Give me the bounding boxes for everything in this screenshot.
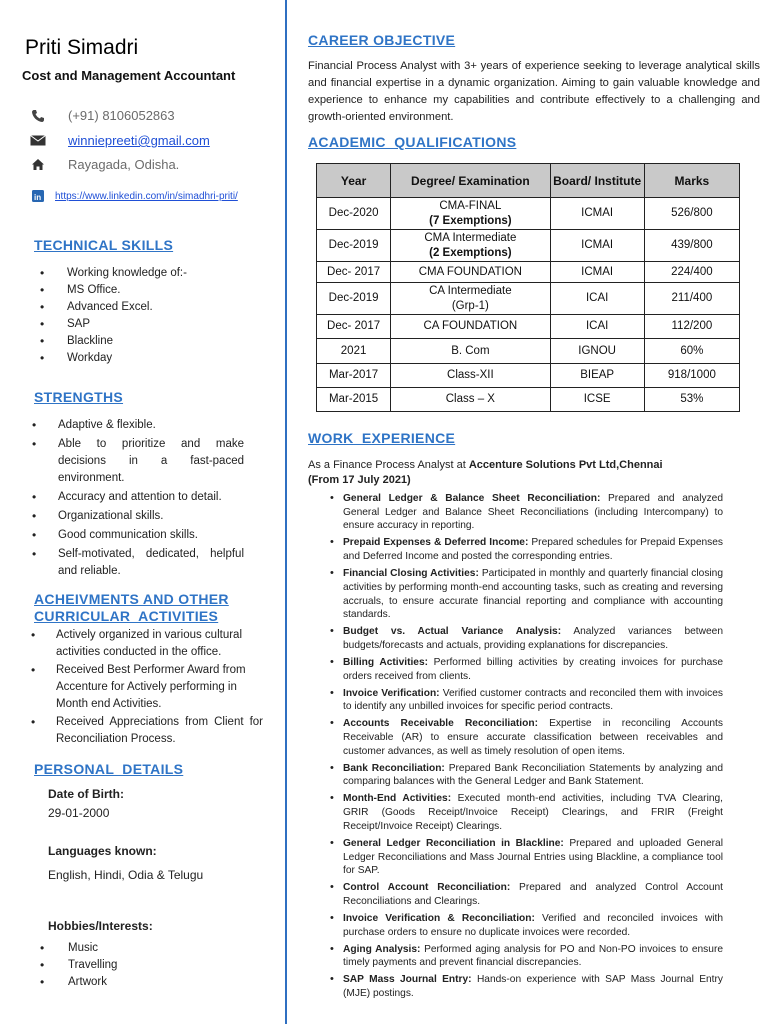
cell-year-text: Dec-2020: [328, 207, 379, 219]
cell-marks: [644, 198, 739, 230]
cell-board-text: ICMAI: [581, 239, 614, 251]
list-item: • Actively organized in various cultural activities conducted in the office.: [45, 627, 263, 661]
cell-marks: [644, 388, 739, 412]
technical-skills-heading: TECHNICAL SKILLS: [34, 237, 174, 253]
cell-degree: [391, 315, 550, 339]
table-header-row: [317, 164, 740, 198]
table-row: [317, 339, 740, 364]
cell-board-text: BIEAP: [580, 369, 615, 381]
strengths-list: [46, 417, 244, 582]
list-item: [343, 762, 723, 789]
experience-title: Accounts Receivable Reconciliation:: [343, 718, 538, 730]
svg-text:in: in: [34, 193, 42, 202]
experience-title: Invoice Verification & Reconciliation:: [343, 912, 535, 924]
cell-board: [550, 315, 644, 339]
list-item: • Working knowledge of:-: [54, 265, 274, 282]
experience-text: Verified customer contracts and reconciled them with invoices to identify any unbilled invoices for specific period contracts.: [343, 687, 723, 713]
home-icon: [30, 158, 46, 172]
cell-year-text: Dec- 2017: [327, 320, 381, 332]
work-experience-list: [343, 492, 723, 1004]
cell-degree: [391, 339, 550, 364]
personal-details-heading: PERSONAL DETAILS: [34, 761, 184, 777]
list-item: [343, 792, 723, 833]
experience-text: Analyzed variances between budgets/forecasts and actuals, providing explanations for discrepancies.: [343, 626, 723, 651]
experience-text: Prepared schedules for Prepaid Expenses and Deferred Income and posted the corresponding entries.: [343, 537, 723, 563]
table-row: [317, 364, 740, 388]
right-column: [300, 0, 762, 1024]
cell-marks: [644, 230, 739, 262]
work-since: (From 17 July 2021): [308, 474, 411, 486]
work-experience-heading: WORK EXPERIENCE: [308, 430, 456, 446]
list-item: [343, 973, 723, 1000]
cell-board-text: ICMAI: [581, 265, 614, 278]
list-item: [343, 492, 723, 533]
cell-degree-text: CA Intermediate: [429, 284, 512, 297]
cell-year-text: Dec-2019: [328, 239, 379, 251]
cell-marks-text: 526/800: [671, 207, 713, 219]
work-intro-prefix: As a Finance Process Analyst at: [308, 459, 469, 471]
cell-degree-text: Class-XII: [447, 369, 494, 381]
cell-board-text: IGNOU: [578, 344, 616, 357]
experience-text: Participated in monthly and quarterly financial closing activities by performing month-end accounting tasks, such as creating and reversing accruals, to ensure accurate financial reporting and compliance with accounting standards.: [343, 568, 724, 621]
cell-board: [550, 283, 644, 315]
cell-marks: [644, 315, 739, 339]
cell-year-text: Mar-2015: [328, 393, 379, 405]
cell-marks-text: 439/800: [671, 239, 713, 251]
experience-text: Prepared and analyzed General Ledger and Balance Sheet Reconciliations (including Intercompany) to ensure accuracy in reporting.: [343, 493, 723, 532]
cell-board: [550, 364, 644, 388]
linkedin-icon: [30, 189, 46, 203]
list-item: • Blackline: [54, 333, 274, 350]
list-item: • Travelling: [54, 957, 117, 974]
cell-board-text: ICMAI: [581, 207, 614, 219]
languages-label: Languages known:: [48, 844, 157, 858]
cell-board: [550, 230, 644, 262]
table-row: [317, 315, 740, 339]
list-item: • MS Office.: [54, 282, 274, 299]
table-row: [317, 388, 740, 412]
list-item: [343, 567, 723, 622]
achievements-heading-line2: CURRICULAR ACTIVITIES: [34, 608, 219, 624]
experience-title: Budget vs. Actual Variance Analysis:: [343, 626, 562, 638]
experience-title: Bank Reconciliation:: [343, 762, 445, 774]
experience-title: Financial Closing Activities:: [343, 568, 479, 580]
cell-year: [317, 198, 391, 230]
list-item: • Good communication skills.: [46, 527, 244, 544]
left-column: [0, 0, 283, 1024]
experience-text: Performed billing activities by creating invoices for purchase orders received from clients.: [343, 656, 723, 682]
cell-year: [317, 315, 391, 339]
experience-title: General Ledger & Balance Sheet Reconciliation:: [343, 493, 601, 504]
cell-degree-text: CMA-FINAL: [439, 199, 502, 212]
list-item: • Advanced Excel.: [54, 299, 274, 316]
cell-board: [550, 198, 644, 230]
list-item: [343, 536, 723, 563]
experience-text: Expertise in reconciling Accounts Receivable (AR) to ensure accurate classification between receivables and customer advances, as well as timely resolution of open items.: [343, 718, 723, 757]
address-text: Rayagada, Odisha.: [68, 157, 180, 172]
languages-value: English, Hindi, Odia & Telugu: [48, 868, 204, 882]
list-item: [343, 717, 723, 758]
cell-marks-text: 224/400: [671, 265, 713, 278]
cell-marks: [644, 262, 739, 283]
table-row: [317, 198, 740, 230]
cell-marks: [644, 283, 739, 315]
cell-degree-text: CMA FOUNDATION: [418, 265, 522, 278]
technical-skills-list: [54, 265, 274, 367]
experience-text: Verified and reconciled invoices with purchase orders to ensure no duplicate invoices were recorded.: [343, 912, 723, 938]
experience-text: Executed month-end activities, including TVA Clearing, GRIR (Goods Receipt/Invoice Receipt) Clearings, and FRIR (Freight Receipt/Invoice Receipt) Clearings.: [343, 793, 723, 832]
cell-marks-text: 53%: [680, 393, 704, 405]
cell-degree-text: Class – X: [445, 393, 495, 405]
column-header: Marks: [644, 164, 739, 198]
table-row: [317, 262, 740, 283]
work-company: Accenture Solutions Pvt Ltd,: [468, 459, 620, 471]
cell-board-text: ICAI: [585, 320, 609, 332]
cell-degree-text: CMA Intermediate: [424, 231, 517, 244]
experience-title: Prepaid Expenses & Deferred Income:: [343, 537, 529, 549]
list-item: • Adaptive & flexible.: [46, 417, 244, 434]
hobbies-label: Hobbies/Interests:: [48, 919, 153, 933]
experience-title: Billing Activities:: [343, 656, 429, 668]
cell-year: [317, 364, 391, 388]
cell-year: [317, 388, 391, 412]
mail-icon: [30, 134, 46, 148]
experience-text: Prepared Bank Reconciliation Statements by analyzing and comparing balances with the General Ledger and Bank Statement.: [343, 762, 723, 788]
email-link[interactable]: winniepreeti@gmail.com: [68, 133, 210, 148]
cell-degree-text: B. Com: [451, 344, 490, 357]
column-divider: [285, 0, 287, 1024]
cell-degree-sub: (Grp-1): [451, 299, 489, 312]
cell-marks-text: 918/1000: [667, 369, 716, 381]
list-item: [343, 837, 723, 878]
cell-board: [550, 388, 644, 412]
experience-title: Month-End Activities:: [343, 793, 452, 805]
achievements-list: [45, 627, 263, 749]
work-city: Chennai: [619, 459, 663, 471]
list-item: [343, 912, 723, 939]
academic-table: [316, 163, 740, 412]
strengths-heading: STRENGTHS: [34, 389, 124, 405]
candidate-title: Cost and Management Accountant: [22, 68, 236, 83]
list-item: • Self-motivated, dedicated, helpful and reliable.: [46, 546, 244, 580]
career-objective-text: Financial Process Analyst with 3+ years of experience seeking to leverage analytical skills and financial expertise in a dynamic organization. Aiming to gain valuable knowledge and experience to enhance my capabilities and contribute effectively to a challenging and growth-oriented environment.: [308, 60, 760, 123]
career-objective-heading: CAREER OBJECTIVE: [308, 32, 456, 48]
contact-phone: [30, 108, 175, 123]
list-item: • Received Best Performer Award from Accenture for Actively performing in Month end Activities.: [45, 662, 263, 713]
cell-degree: [391, 364, 550, 388]
experience-title: Aging Analysis:: [343, 943, 421, 955]
experience-title: SAP Mass Journal Entry:: [343, 974, 472, 986]
work-intro: [308, 458, 758, 488]
cell-year: [317, 339, 391, 364]
cell-board: [550, 262, 644, 283]
cell-marks-text: 211/400: [671, 292, 713, 304]
table-row: [317, 283, 740, 315]
cell-degree: [391, 262, 550, 283]
cell-year: [317, 230, 391, 262]
list-item: [343, 687, 723, 714]
list-item: [343, 656, 723, 683]
cell-marks: [644, 364, 739, 388]
cell-board-text: ICSE: [583, 393, 611, 405]
phone-text: (+91) 8106052863: [68, 108, 175, 123]
cell-board: [550, 339, 644, 364]
list-item: • Workday: [54, 350, 274, 367]
list-item: • Artwork: [54, 974, 117, 991]
list-item: • Organizational skills.: [46, 508, 244, 525]
list-item: • Music: [54, 940, 117, 957]
cell-year-text: 2021: [340, 344, 367, 357]
experience-text: Performed aging analysis for PO and Non-PO invoices to ensure timely payments and prevent financial discrepancies.: [343, 943, 723, 969]
experience-text: Hands-on experience with SAP Mass Journal Entry (MJE) postings.: [343, 974, 724, 1000]
list-item: • SAP: [54, 316, 274, 333]
table-row: [317, 230, 740, 262]
list-item: • Accuracy and attention to detail.: [46, 489, 244, 506]
column-header: Degree/ Examination: [391, 164, 550, 198]
list-item: • Able to prioritize and make decisions in a fast-paced environment.: [46, 436, 244, 487]
hobbies-list: [54, 940, 117, 991]
cell-marks-text: 60%: [680, 344, 704, 357]
contact-address: [30, 157, 179, 172]
cell-degree-sub: (2 Exemptions): [429, 246, 512, 259]
column-header: Year: [317, 164, 391, 198]
cell-degree: [391, 230, 550, 262]
cell-marks-text: 112/200: [671, 320, 713, 332]
contact-linkedin: [30, 189, 238, 203]
cell-year-text: Dec- 2017: [327, 265, 381, 278]
list-item: [343, 943, 723, 970]
cell-degree-text: CA FOUNDATION: [423, 320, 518, 332]
experience-text: Prepared and uploaded General Ledger Reconciliations and Mass Journal Entries using Blackline, a compliance tool for SAP.: [343, 837, 723, 877]
achievements-heading-line1: ACHEIVMENTS AND OTHER: [34, 591, 229, 607]
contact-email: [30, 133, 210, 148]
list-item: • Received Appreciations from Client for Reconciliation Process.: [45, 714, 263, 748]
dob-label: Date of Birth:: [48, 787, 124, 801]
cell-degree: [391, 283, 550, 315]
cell-year-text: Dec-2019: [328, 292, 379, 304]
cell-year: [317, 283, 391, 315]
academic-heading: ACADEMIC QUALIFICATIONS: [308, 134, 517, 150]
cell-year-text: Mar-2017: [328, 369, 379, 381]
phone-icon: [30, 109, 46, 123]
linkedin-link[interactable]: https://www.linkedin.com/in/simadhri-priti/: [55, 190, 238, 202]
cell-marks: [644, 339, 739, 364]
experience-title: Invoice Verification:: [343, 687, 440, 699]
list-item: [343, 625, 723, 652]
cell-year: [317, 262, 391, 283]
academic-table-body: [317, 198, 740, 412]
candidate-name: Priti Simadri: [25, 36, 139, 59]
cell-degree: [391, 388, 550, 412]
column-header: Board/ Institute: [550, 164, 644, 198]
list-item: [343, 881, 723, 908]
cell-board-text: ICAI: [585, 292, 609, 304]
experience-title: Control Account Reconciliation:: [343, 882, 511, 894]
cell-degree: [391, 198, 550, 230]
dob-value: 29-01-2000: [48, 806, 110, 820]
cell-degree-sub: (7 Exemptions): [429, 214, 512, 227]
experience-text: Prepared and analyzed Control Account Reconciliations and Clearings.: [343, 882, 724, 907]
experience-title: General Ledger Reconciliation in Blackline:: [343, 837, 564, 849]
